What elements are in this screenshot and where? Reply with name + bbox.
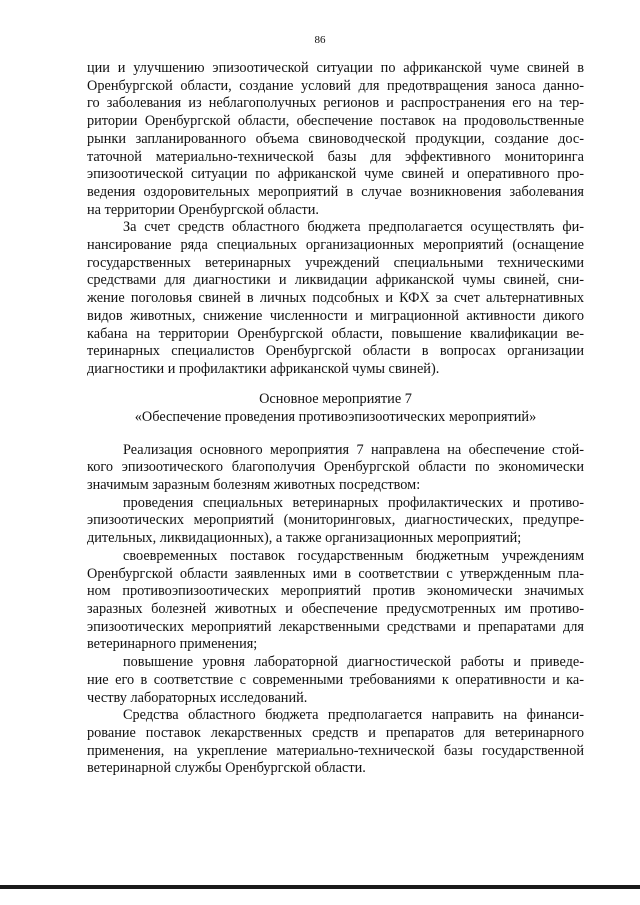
- section-heading: [87, 390, 584, 426]
- paragraph: [87, 707, 584, 778]
- paragraph: [87, 654, 584, 707]
- text-line: ветеринарного применения;: [87, 636, 258, 653]
- text-line: таточной материально-технической базы для эффективного мониторинга: [87, 148, 584, 165]
- text-line: жение поголовья свиней в личных подсобных и КФХ за счет альтернативных: [87, 290, 584, 307]
- text-line: государственных ветеринарных учреждений специальными техническими: [87, 254, 584, 271]
- text-line: го заболевания из неблагополучных регионов и распространения его на тер-: [87, 95, 584, 112]
- text-line: на территории Оренбургской области.: [87, 201, 320, 218]
- text-line: Реализация основного мероприятия 7 направлена на обеспечение стой-: [123, 441, 584, 458]
- paragraph: [87, 548, 584, 654]
- text-line: кабана на территории Оренбургской области, повышение квалификации ве-: [87, 325, 584, 342]
- bottom-rule: [0, 885, 640, 889]
- text-line: повышение уровня лабораторной диагностической работы и приведе-: [123, 654, 584, 671]
- document-body: [87, 60, 584, 778]
- text-line: проведения специальных ветеринарных профилактических и противо-: [123, 494, 584, 511]
- section-intro: [87, 60, 584, 379]
- text-line: средствами для диагностики и ликвидации африканской чумы свиней, сни-: [87, 272, 584, 289]
- paragraph: [87, 60, 584, 219]
- text-line: Оренбургской области заявленных ими в соответствии с утвержденным пла-: [87, 565, 584, 582]
- paragraph: [87, 442, 584, 495]
- section-measure-7: [87, 442, 584, 778]
- text-line: диагностики и профилактики африканской чумы свиней).: [87, 360, 440, 377]
- text-line: рование поставок лекарственных средств и препаратов для ветеринарного: [87, 724, 584, 741]
- text-line: нансирование ряда специальных организационных мероприятий (оснащение: [87, 237, 584, 254]
- text-line: заразных болезней животных и обеспечение предусмотренных им противо-: [87, 600, 584, 617]
- text-line: применения, на укрепление материально-технической базы государственной: [87, 742, 584, 759]
- heading-line-1: Основное мероприятие 7: [259, 390, 412, 407]
- text-line: эпизоотических мероприятий (мониторинговых, диагностических, предупре-: [87, 512, 584, 529]
- text-line: Средства областного бюджета предполагается направить на финанси-: [123, 707, 584, 724]
- text-line: ние его в соответствие с современными требованиями к оперативности и ка-: [87, 671, 584, 688]
- text-line: эпизоотических мероприятий лекарственными средствами и препаратами для: [87, 618, 584, 635]
- text-line: рынки запланированного объема свиноводческой продукции, создание дос-: [87, 130, 584, 147]
- text-line: своевременных поставок государственным бюджетным учреждениям: [123, 547, 584, 564]
- paragraph: [87, 495, 584, 548]
- text-line: дительных, ликвидационных), а также организационных мероприятий;: [87, 530, 522, 547]
- text-line: ном противоэпизоотических мероприятий против экономически значимых: [87, 583, 584, 600]
- text-line: ции и улучшению эпизоотической ситуации по африканской чуме свиней в: [87, 60, 584, 76]
- text-line: честву лабораторных исследований.: [87, 689, 308, 706]
- text-line: ветеринарной службы Оренбургской области.: [87, 760, 366, 777]
- text-line: эпизоотической ситуации по африканской чуме свиней и оперативного про-: [87, 166, 584, 183]
- page-number: 86: [314, 34, 326, 46]
- text-line: значимым заразным болезням животных посредством:: [87, 477, 421, 494]
- text-line: ритории Оренбургской области, обеспечение поставок на продовольственные: [87, 113, 584, 130]
- text-line: Оренбургской области, создание условий для предотвращения заноса данно-: [87, 77, 584, 94]
- paragraph: [87, 219, 584, 378]
- text-line: теринарных специалистов Оренбургской области в вопросах организации: [87, 343, 584, 360]
- text-line: видов животных, снижение численности и миграционной активности дикого: [87, 307, 584, 324]
- heading-line-2: «Обеспечение проведения противоэпизоотических мероприятий»: [134, 408, 537, 425]
- text-line: За счет средств областного бюджета предполагается осуществлять фи-: [123, 219, 584, 236]
- text-line: ведения оздоровительных мероприятий в случае возникновения заболевания: [87, 183, 584, 200]
- text-line: кого эпизоотического благополучия Оренбургской области по экономически: [87, 459, 584, 476]
